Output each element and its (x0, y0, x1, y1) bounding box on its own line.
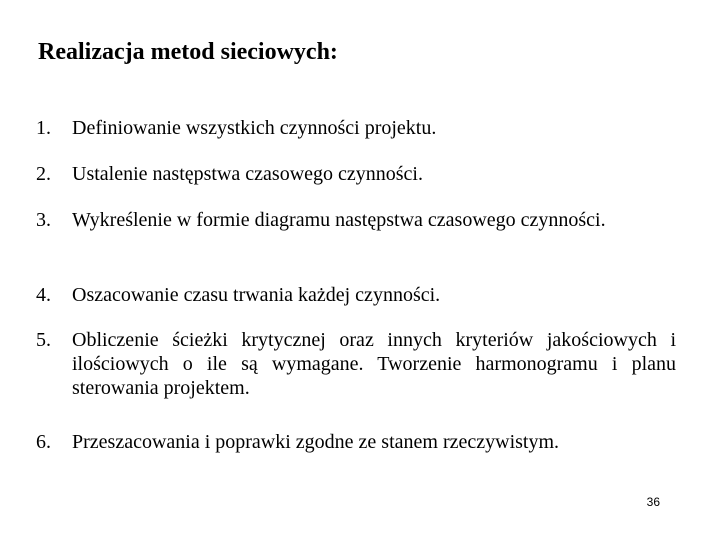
list-item (36, 283, 676, 307)
list-item-number: 6. (36, 431, 51, 453)
list-item (36, 116, 676, 140)
list-item-number: 1. (36, 117, 51, 139)
list-item-number: 2. (36, 163, 51, 185)
list-item-number: 5. (36, 329, 51, 351)
list-item-text: Przeszacowania i poprawki zgodne ze stanem rzeczywistym. (72, 431, 560, 453)
list-item-text: Oszacowanie czasu trwania każdej czynności. (72, 284, 441, 306)
page-number: 36 (646, 495, 660, 509)
list-item-number: 3. (36, 209, 51, 231)
list-item (36, 208, 676, 232)
list-item (36, 328, 676, 400)
list-item-text: Obliczenie ścieżki krytycznej oraz innych kryteriów jakościowych i ilościowych o ile są wymagane. Tworzenie harmonogramu i planu sterowania projektem. (72, 329, 676, 399)
list-item-text: Ustalenie następstwa czasowego czynności. (72, 163, 423, 185)
list-item (36, 430, 676, 454)
list-item (36, 162, 676, 186)
list-item-number: 4. (36, 284, 51, 306)
slide-title: Realizacja metod sieciowych: (38, 39, 338, 65)
list-item-text: Wykreślenie w formie diagramu następstwa czasowego czynności. (72, 209, 606, 231)
list-item-text: Definiowanie wszystkich czynności projektu. (72, 117, 437, 139)
